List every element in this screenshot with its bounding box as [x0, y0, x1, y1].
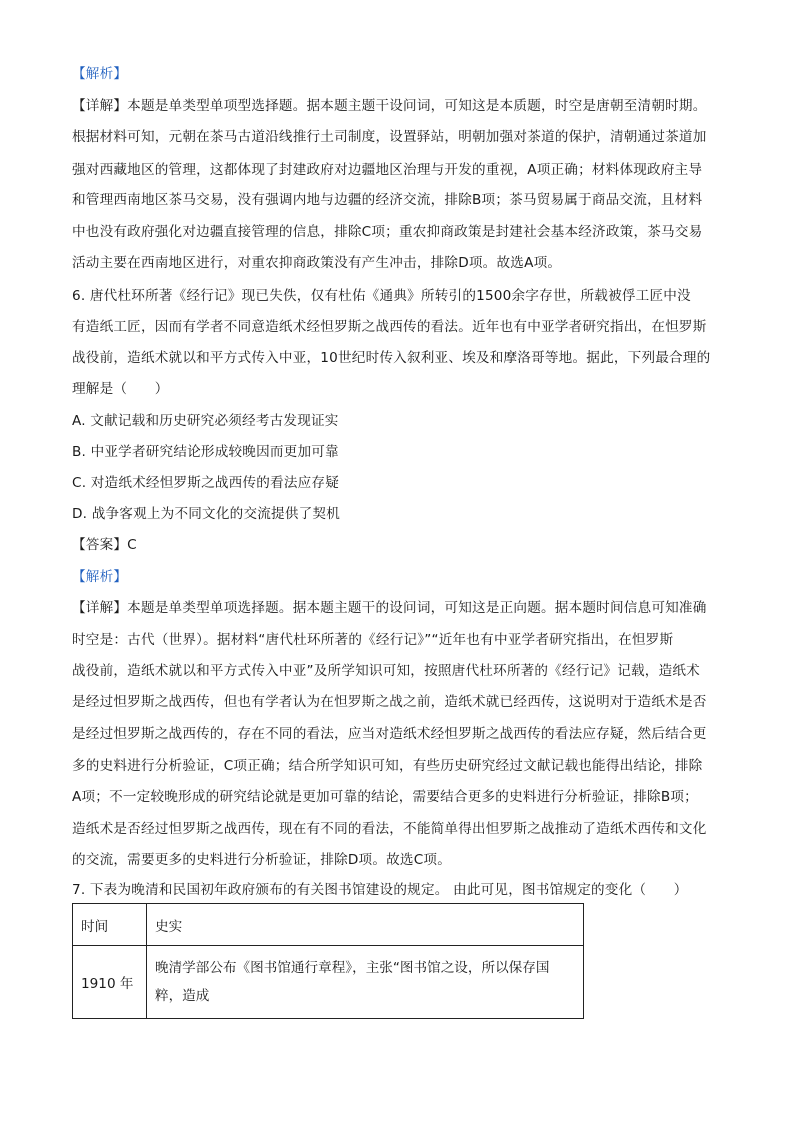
answer-option: B. 中亚学者研究结论形成较晚因而更加可靠: [72, 444, 339, 460]
table-header-row: [73, 904, 584, 946]
header-fact: 史实: [147, 904, 584, 946]
text-line: 理解是（ ）: [72, 381, 169, 397]
text-line: 活动主要在西南地区进行，对重农抑商政策没有产生冲击，排除D项。故选A项。: [72, 255, 562, 271]
analysis-tag: 【解析】: [72, 569, 128, 585]
header-time: 时间: [73, 904, 147, 946]
text-line: 的交流，需要更多的史料进行分析验证，排除D项。故选C项。: [72, 852, 451, 868]
answer-option: A. 文献记载和历史研究必须经考古发现证实: [72, 413, 339, 429]
cell-fact-text: 晚清学部公布《图书馆通行章程》，主张“图书馆之设，所以保存国粹，造成: [155, 960, 550, 1004]
text-line: 时空是：古代（世界）。据材料“唐代杜环所著的《经行记》”“近年也有中亚学者研究指出，在怛罗斯: [72, 632, 674, 648]
text-line: 中也没有政府强化对边疆直接管理的信息，排除C项；重农抑商政策是封建社会基本经济政策，茶马交易: [72, 224, 703, 240]
text-line: 有造纸工匠，因而有学者不同意造纸术经怛罗斯之战西传的看法。近年也有中亚学者研究指出，在怛罗斯: [72, 319, 707, 335]
text-line: 【详解】本题是单类型单项型选择题。据本题主题干设问词，可知这是本质题，时空是唐朝至清朝时期。: [72, 98, 707, 114]
text-line: 6. 唐代杜环所著《经行记》现已失佚，仅有杜佑《通典》所转引的1500余字存世，所载被俘工匠中没: [72, 288, 691, 304]
text-line: 战役前，造纸术就以和平方式传入中亚”及所学知识可知，按照唐代杜环所著的《经行记》记载，造纸术: [72, 663, 700, 679]
analysis-tag: 【解析】: [72, 66, 128, 82]
text-line: A项；不一定较晚形成的研究结论就是更加可靠的结论，需要结合更多的史料进行分析验证，排除B项；: [72, 789, 698, 805]
text-line: 多的史料进行分析验证，C项正确；结合所学知识可知，有些历史研究经过文献记载也能得出结论，排除: [72, 758, 703, 774]
text-line: 是经过怛罗斯之战西传，但也有学者认为在怛罗斯之战之前，造纸术就已经西传，这说明对于造纸术是否: [72, 694, 707, 710]
text-line: 是经过怛罗斯之战西传的，存在不同的看法，应当对造纸术经怛罗斯之战西传的看法应存疑，然后结合更: [72, 726, 707, 742]
answer-option: D. 战争客观上为不同文化的交流提供了契机: [72, 506, 340, 522]
regulation-table: [72, 903, 584, 1019]
text-line: 战役前，造纸术就以和平方式传入中亚，10世纪时传入叙利亚、埃及和摩洛哥等地。据此，下列最合理的: [72, 350, 711, 366]
cell-fact: [147, 946, 584, 1019]
answer-line: 【答案】C: [72, 537, 137, 553]
text-line: 造纸术是否经过怛罗斯之战西传，现在有不同的看法，不能简单得出怛罗斯之战推动了造纸术西传和文化: [72, 821, 707, 837]
cell-year: 1910 年: [73, 946, 147, 1019]
text-line: 和管理西南地区茶马交易，没有强调内地与边疆的经济交流，排除B项；茶马贸易属于商品交流，且材料: [72, 192, 703, 208]
text-line: 【详解】本题是单类型单项选择题。据本题主题干的设问词，可知这是正向题。据本题时间信息可知准确: [72, 600, 707, 616]
text-line: 根据材料可知，元朝在茶马古道沿线推行土司制度，设置驿站，明朝加强对茶道的保护，清朝通过茶道加: [72, 129, 707, 145]
text-line: 7. 下表为晚清和民国初年政府颁布的有关图书馆建设的规定。 由此可见，图书馆规定的变化（ ）: [72, 882, 688, 898]
table-row: [73, 946, 584, 1019]
answer-option: C. 对造纸术经怛罗斯之战西传的看法应存疑: [72, 475, 340, 491]
text-line: 强对西藏地区的管理，这都体现了封建政府对边疆地区治理与开发的重视，A项正确；材料体现政府主导: [72, 162, 703, 178]
